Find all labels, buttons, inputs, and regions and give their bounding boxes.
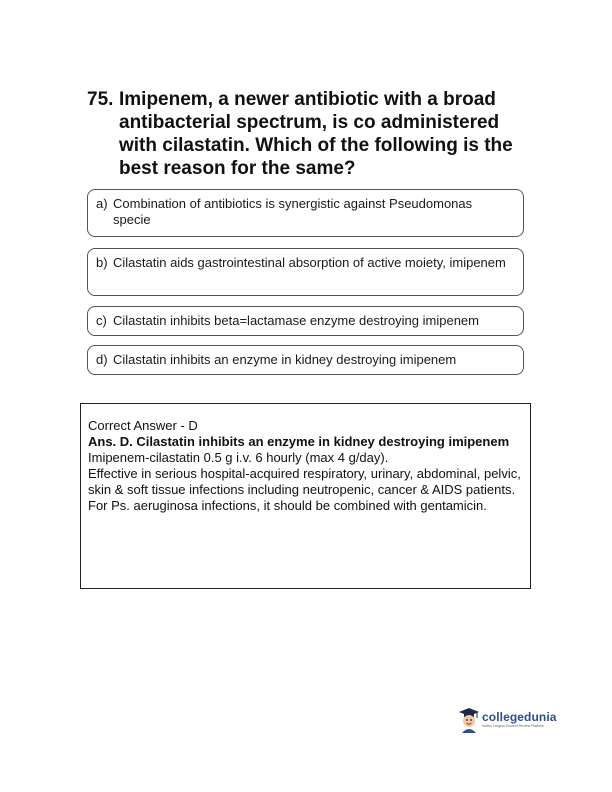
graduate-mascot-icon — [458, 707, 480, 733]
question-text: Imipenem, a newer antibiotic with a broad antibacterial spectrum, is co administered with cilastatin. Which of the following is the best reason for the same? — [119, 89, 513, 179]
collegedunia-logo — [458, 705, 558, 735]
answer-heading: Ans. D. Cilastatin inhibits an enzyme in kidney destroying imipenem — [88, 434, 510, 449]
option-c-text: Cilastatin inhibits beta=lactamase enzyme destroying imipenem — [113, 313, 479, 328]
option-b-letter: b) — [96, 255, 108, 270]
option-c[interactable] — [87, 306, 524, 336]
option-d-text: Cilastatin inhibits an enzyme in kidney destroying imipenem — [113, 352, 457, 367]
answer-box — [80, 403, 531, 589]
correct-answer-label: Correct Answer - D — [88, 418, 198, 433]
option-a[interactable] — [87, 189, 524, 237]
logo-tagline: India's Largest Student Review Platform — [482, 724, 545, 729]
option-b[interactable] — [87, 248, 524, 296]
question — [87, 88, 537, 180]
option-c-letter: c) — [96, 313, 107, 328]
answer-line: For Ps. aeruginosa infections, it should be combined with gentamicin. — [88, 498, 487, 513]
answer-line: Effective in serious hospital-acquired respiratory, urinary, abdominal, pelvic, skin & soft tissue infections including neutropenic, cancer & AIDS patients. — [88, 466, 521, 497]
question-number: 75. — [87, 89, 114, 110]
option-d[interactable] — [87, 345, 524, 375]
logo-name: collegedunia — [482, 710, 557, 725]
option-b-text: Cilastatin aids gastrointestinal absorption of active moiety, imipenem — [113, 255, 506, 270]
option-a-letter: a) — [96, 196, 108, 211]
answer-line: Imipenem-cilastatin 0.5 g i.v. 6 hourly (max 4 g/day). — [88, 450, 389, 465]
option-d-letter: d) — [96, 352, 108, 367]
option-a-text: Combination of antibiotics is synergistic against Pseudomonas specie — [113, 196, 473, 227]
